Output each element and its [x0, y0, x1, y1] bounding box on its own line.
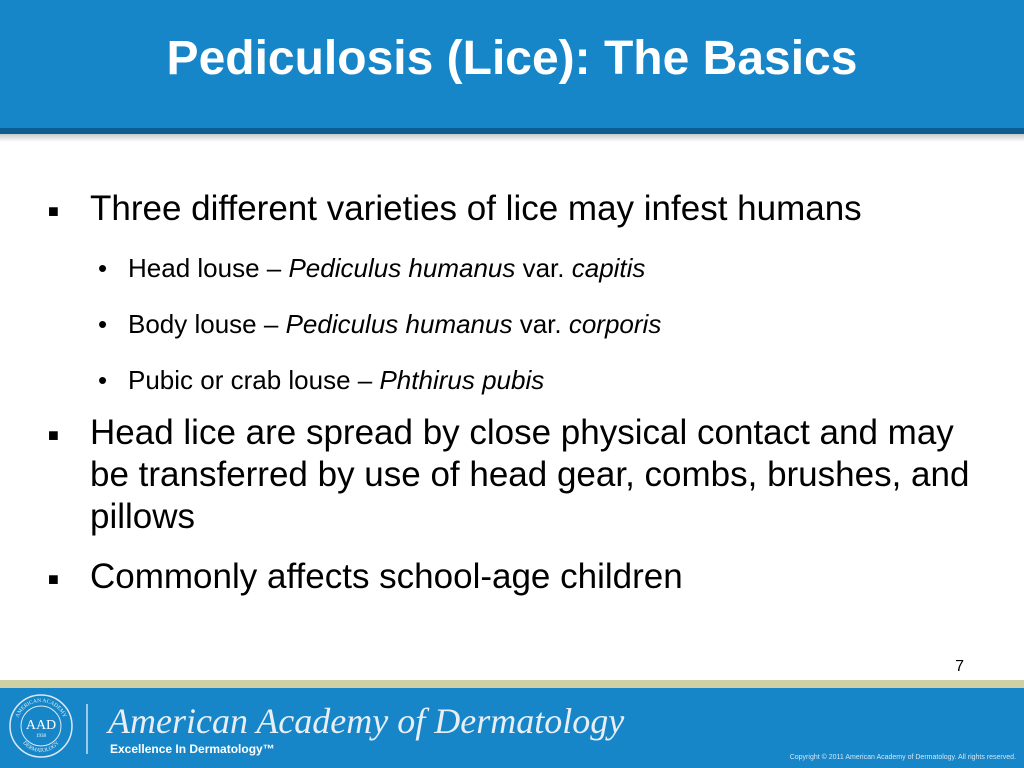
organization-tagline: Excellence In Dermatology™: [110, 742, 275, 756]
organization-name: American Academy of Dermatology: [108, 701, 625, 741]
dot-bullet-icon: •: [98, 365, 108, 395]
bullet-text: Commonly affects school-age children: [90, 557, 683, 596]
sub-bullet-text: Body louse – Pediculus humanus var. corporis: [128, 309, 662, 339]
svg-text:1938: 1938: [36, 734, 46, 739]
footer-band: [0, 680, 1024, 688]
square-bullet-icon: ■: [48, 201, 59, 221]
header-shadow: [0, 134, 1024, 142]
dot-bullet-icon: •: [98, 309, 108, 339]
bullet-text: Three different varieties of lice may infest humans: [90, 189, 862, 228]
bullet-item: [48, 556, 988, 602]
slide-title: Pediculosis (Lice): The Basics: [166, 32, 858, 85]
bullet-text: Head lice are spread by close physical contact and may be transferred by use of head gear, combs, brushes, and pillows: [90, 413, 970, 536]
svg-text:DERMATOLOGY: DERMATOLOGY: [21, 740, 61, 755]
sub-bullet-item: [98, 250, 988, 286]
svg-text:AMERICAN ACADEMY: AMERICAN ACADEMY: [14, 697, 68, 719]
copyright-notice: Copyright © 2011 American Academy of Dermatology. All rights reserved.: [789, 754, 1016, 761]
slide-body: [48, 188, 988, 618]
footer-divider: [86, 704, 88, 754]
slide-header: [0, 0, 1024, 134]
bullet-item: [48, 188, 988, 234]
bullet-item: [48, 412, 988, 538]
sub-bullet-item: [98, 362, 988, 398]
square-bullet-icon: ■: [48, 569, 59, 589]
page-number: 7: [955, 658, 964, 675]
square-bullet-icon: ■: [48, 425, 59, 445]
sub-bullet-text: Pubic or crab louse – Phthirus pubis: [128, 365, 545, 395]
svg-text:AAD: AAD: [25, 718, 57, 733]
sub-bullet-item: [98, 306, 988, 342]
dot-bullet-icon: •: [98, 253, 108, 283]
sub-bullet-text: Head louse – Pediculus humanus var. capitis: [128, 253, 646, 283]
aad-seal-logo: [8, 693, 74, 759]
